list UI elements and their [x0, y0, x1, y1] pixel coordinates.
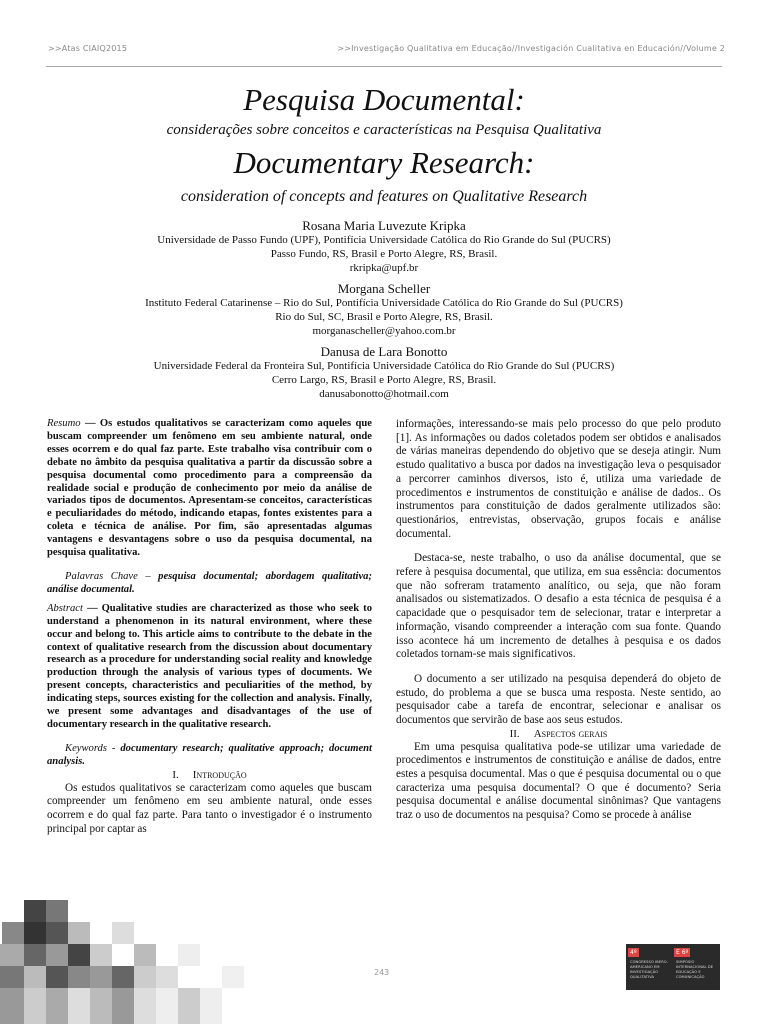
logo-left-panel [628, 946, 673, 988]
author-affiliation: Universidade Federal da Fronteira Sul, Pontifícia Universidade Católica do Rio Grande do Sul (PUCRS) [153, 360, 615, 372]
logo-right-tag: E 6º [676, 949, 689, 956]
section-title: Introdução [192, 768, 247, 781]
abstract [47, 603, 372, 732]
author-2 [0, 281, 768, 338]
running-header-left: >>Atas CIAIQ2015 [48, 44, 128, 53]
author-location: Cerro Largo, RS, Brasil e Porto Alegre, RS, Brasil. [271, 374, 497, 386]
authors-block [0, 216, 768, 407]
author-email: danusabonotto@hotmail.com [319, 388, 449, 400]
left-column [47, 418, 372, 836]
logo-right-text: SIMPÓSIO INTERNACIONAL DE EDUCAÇÃO E COMUNICAÇÃO [676, 960, 714, 979]
running-header-right: >>Investigação Qualitativa em Educação//Investigación Cualitativa en Educación//Volume 2 [337, 44, 725, 53]
keywords-label: Keywords - [65, 742, 116, 754]
section-heading-2 [396, 728, 721, 741]
header-rule [46, 66, 722, 67]
section-number: II. [509, 727, 520, 740]
author-3 [0, 344, 768, 401]
keywords-text: documentary research; qualitative approach; document analysis. [47, 742, 372, 767]
author-name: Danusa de Lara Bonotto [320, 344, 448, 359]
author-1 [0, 218, 768, 275]
title-block [0, 82, 768, 207]
subtitle-en: consideration of concepts and features on Qualitative Research [180, 188, 588, 205]
body-paragraph-2: Destaca-se, neste trabalho, o uso da análise documental, que se refere à pesquisa documental, que utiliza, em sua essência: documentos que não sofreram tratamento analítico, ou seja, que não foram analisados ou sistematizados. O desafio a esta técnica de pesquisa é a capacidade que o pesquisador tem de selecionar, tratar e interpretar a informação, visando compreender a interação com sua fonte. Quando isso acontece há um incremento de detalhes à pesquisa e os dados coletados tornam-se mais significativos. [396, 552, 721, 661]
author-email: rkripka@upf.br [349, 262, 419, 274]
author-affiliation: Instituto Federal Catarinense – Rio do Sul, Pontifícia Universidade Católica do Rio Grande do Sul (PUCRS) [145, 297, 623, 309]
resumo [47, 418, 372, 560]
logo-left-tag: 4º [630, 949, 637, 956]
right-column [396, 418, 721, 823]
palavras-chave-text: pesquisa documental; abordagem qualitativa; análise documental. [47, 570, 372, 595]
intro-paragraph: Os estudos qualitativos se caracterizam como aqueles que buscam compreender um fenômeno em seu ambiente natural, onde esses ocorrem e do qual faz parte. Para tanto o investigador é o instrumento principal por captar as [47, 781, 372, 835]
author-location: Rio do Sul, SC, Brasil e Porto Alegre, RS, Brasil. [275, 311, 493, 323]
abstract-label: Abstract [47, 602, 83, 614]
palavras-chave [47, 571, 372, 597]
page-number: 243 [374, 968, 390, 977]
abstract-text: — Qualitative studies are characterized as those who seek to understand a phenomenon in its natural environment, where these occur and belong to. This article aims to contribute to the debate in the context of qualitative research from the discussion about documentary research as a procedure for understanding social reality and knowledge production through the analysis of various types of documents. We present concepts, characteristics and peculiarities of the method, by indicating steps, sources existing for the collection and analysis. Finally, we present some advantages and disadvantages of the use of documentary research in the qualitative research. [47, 602, 372, 730]
title-pt: Pesquisa Documental: [243, 82, 525, 117]
body-paragraph-4: Em uma pesquisa qualitativa pode-se utilizar uma variedade de procedimentos e instrumentos de constituição e análise de dados, entre estes a pesquisa documental. Mas o que é pesquisa documental ou o que caracteriza uma pesquisa documental? O que é documento? Seria pesquisa documental e análise documental sinônimas? Que vantagens traz o uso de documentos na pesquisa? Como se procede à análise [396, 740, 721, 822]
logo-left-text: CONGRESSO IBERO-AMERICANO EM INVESTIGAÇÃO QUALITATIVA [630, 960, 669, 979]
title-en: Documentary Research: [233, 145, 535, 180]
resumo-label: Resumo [47, 418, 81, 429]
section-heading-1 [47, 769, 372, 782]
conference-logo [626, 944, 720, 990]
keywords [47, 743, 372, 769]
body-paragraph-1: informações, interessando-se mais pelo processo do que pelo produto [1]. As informações ou dados coletados podem ser obtidos e analisados de várias maneiras dependendo do objetivo que se deseja atingir. Num estudo qualitativo a busca por dados na investigação leva o pesquisador a percorrer caminhos diversos, isto é, utiliza uma variedade de procedimentos e instrumentos de constituição e análise de dados.. Os instrumentos para constituição de dados geralmente utilizados são: questionários, entrevistas, observação, grupos focais e análise documental. [396, 418, 721, 540]
author-location: Passo Fundo, RS, Brasil e Porto Alegre, RS, Brasil. [270, 248, 498, 260]
section-number: I. [172, 768, 179, 781]
resumo-text: — Os estudos qualitativos se caracterizam como aqueles que buscam compreender um fenômeno em seu ambiente natural, onde esses ocorrem e do qual faz parte. Este trabalho visa contribuir com o debate no âmbito da pesquisa qualitativa a partir da discussão sobre a pesquisa documental como procedimento para a compreensão da realidade social e produção de conhecimento por meio da análise de variados tipos de documentos. Apresentam-se conceitos, características e peculiaridades do método, indicando etapas, fontes existentes para a coleta e técnica de análise. Por fim, são apresentadas algumas vantagens e desvantagens sobre o uso da pesquisa documental, na pesquisa qualitativa. [47, 418, 372, 559]
palavras-chave-label: Palavras Chave – [65, 570, 151, 582]
author-affiliation: Universidade de Passo Fundo (UPF), Pontifícia Universidade Católica do Rio Grande do Sul (PUCRS) [157, 234, 611, 246]
author-name: Morgana Scheller [337, 281, 431, 296]
section-title: Aspectos gerais [533, 727, 608, 740]
decorative-mosaic [0, 892, 260, 1024]
logo-right-panel [674, 946, 719, 988]
body-paragraph-3: O documento a ser utilizado na pesquisa dependerá do objeto de estudo, do problema a que se busca uma resposta. Neste sentido, ao pesquisador cabe a tarefa de encontrar, selecionar e analisar os documentos que servirão de base aos seus estudos. [396, 672, 721, 727]
subtitle-pt: considerações sobre conceitos e características na Pesquisa Qualitativa [166, 122, 602, 138]
author-email: morganascheller@yahoo.com.br [312, 325, 456, 337]
author-name: Rosana Maria Luvezute Kripka [302, 218, 466, 233]
